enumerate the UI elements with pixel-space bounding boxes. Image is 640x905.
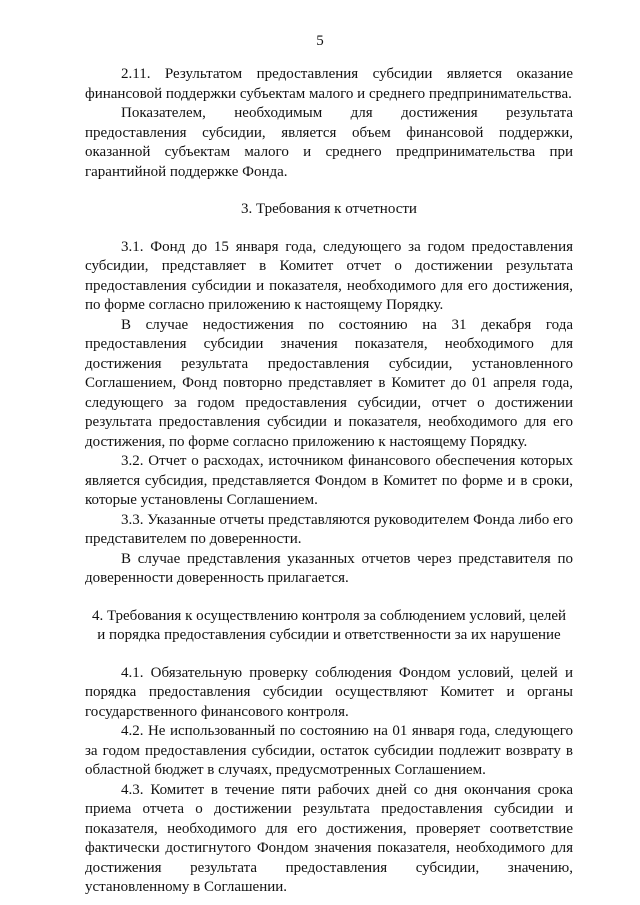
section-3-title: 3. Требования к отчетности — [241, 201, 417, 217]
paragraph-2-11: 2.11. Результатом предоставления субсидии является оказание финансовой поддержки субъектам малого и среднего предпринимательства. — [85, 66, 573, 102]
paragraph-3-1: 3.1. Фонд до 15 января года, следующего за годом предоставления субсидии, представляет в Комитет отчет о достижении результата предоставления субсидии и показателя, необходимого для его достижения, по форме согласно приложению к настоящему Порядку. — [85, 238, 573, 313]
paragraph-4-1: 4.1. Обязательную проверку соблюдения Фондом условий, целей и порядка предоставления субсидии осуществляют Комитет и органы государственного финансового контроля. — [85, 664, 573, 720]
paragraph-2-11-indicator: Показателем, необходимым для достижения результата предоставления субсидии, является объем финансовой поддержки, оказанной субъектам малого и среднего предпринимательства при гарантийной поддержке Фонда. — [85, 105, 573, 180]
paragraph-3-3: 3.3. Указанные отчеты представляются руководителем Фонда либо его представителем по доверенности. — [85, 511, 573, 547]
paragraph-3-3-b: В случае представления указанных отчетов через представителя по доверенности доверенность прилагается. — [85, 550, 573, 586]
paragraph-4-3: 4.3. Комитет в течение пяти рабочих дней со дня окончания срока приема отчета о достижении результата предоставления субсидии и показателя, необходимого для его достижения, проверяет соответствие фактически достигнутого Фондом значения показателя, необходимого для достижения результата предоставления субсидии, значению, установленному в Соглашении. — [85, 781, 573, 895]
paragraph-4-2: 4.2. Не использованный по состоянию на 01 января года, следующего за годом предоставления субсидии, остаток субсидии подлежит возврату в областной бюджет в случаях, предусмотренных Соглашением. — [85, 723, 573, 778]
page-number: 5 — [316, 33, 324, 49]
section-4-title-line-1: 4. Требования к осуществлению контроля за соблюдением условий, целей — [91, 607, 567, 624]
section-4-title-line-2: и порядка предоставления субсидии и ответственности за их нарушение — [97, 627, 561, 643]
paragraph-3-1-b: В случае недостижения по состоянию на 31 декабря года предоставления субсидии значения показателя, необходимого для достижения результата предоставления субсидии, установленного Соглашением, Фонд повторно представляет в Комитет до 01 апреля года, следующего за годом предоставления субсидии, отчет о достижении результата предоставления субсидии и показателя, необходимого для его достижения, по форме согласно приложению к настоящему Порядку. — [85, 316, 573, 450]
document-body — [85, 65, 573, 898]
paragraph-3-2: 3.2. Отчет о расходах, источником финансового обеспечения которых является субсидия, представляется Фондом в Комитет по форме и в сроки, которые установлены Соглашением. — [85, 453, 573, 508]
